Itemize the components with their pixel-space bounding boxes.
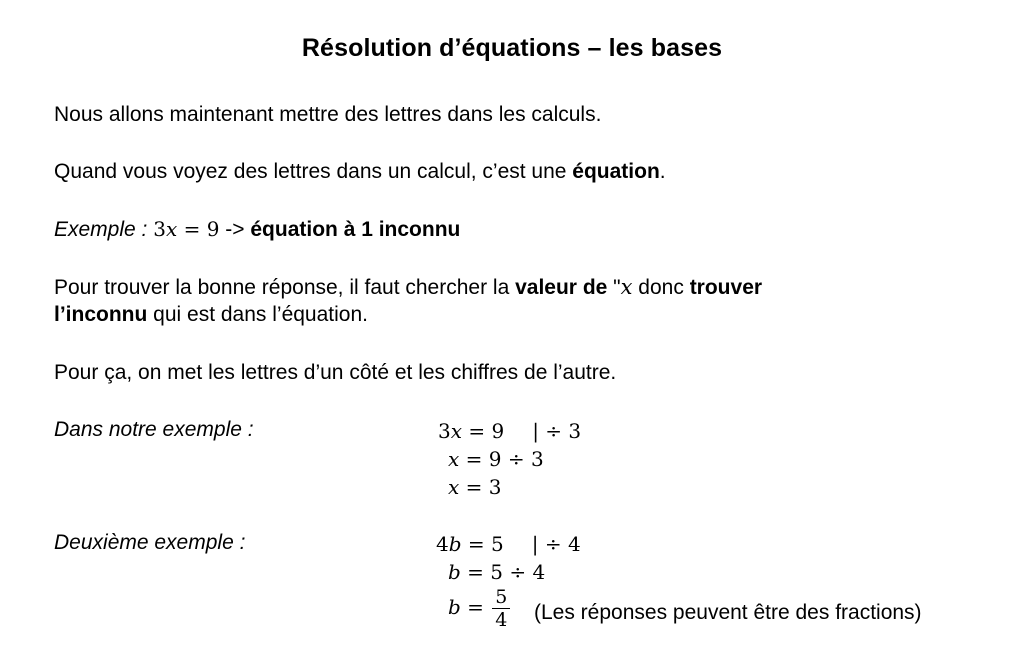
method-bold-unknown: l’inconnu	[54, 303, 148, 326]
method-text-a: Pour trouver la bonne réponse, il faut chercher la	[54, 276, 516, 299]
fraction-numerator: 5	[492, 586, 510, 609]
example2-fraction	[492, 586, 510, 631]
method-bold-find: trouver	[689, 276, 763, 299]
example-result: équation à 1 inconnu	[250, 218, 461, 241]
example-paragraph	[54, 215, 460, 244]
method-variable: 𝑥	[620, 275, 633, 299]
example2-line3	[448, 586, 512, 631]
definition-paragraph	[54, 158, 666, 186]
example1-operation: | ÷ 3	[532, 419, 582, 443]
example1-line1	[438, 418, 581, 444]
rule-paragraph: Pour ça, on met les lettres d’un côté et les chiffres de l’autre.	[54, 361, 617, 384]
example2-label: Deuxième exemple :	[54, 531, 246, 554]
intro-paragraph: Nous allons maintenant mettre des lettres dans les calculs.	[54, 103, 602, 126]
definition-text: Quand vous voyez des lettres dans un calcul, c’est une	[54, 160, 573, 183]
example-arrow: ->	[219, 218, 251, 241]
example2-equation: 4𝑏 = 5	[436, 532, 504, 556]
example-equation: 3𝑥 = 9	[153, 217, 220, 241]
example1-label: Dans notre exemple :	[54, 418, 254, 441]
example1-line2: 𝑥 = 9 ÷ 3	[448, 447, 544, 471]
example2-lhs: 𝑏 =	[448, 595, 484, 619]
method-bold-value: valeur de	[515, 276, 608, 299]
method-paragraph-line1	[54, 273, 762, 302]
page-title: Résolution d’équations – les bases	[301, 34, 723, 62]
method-text-b: donc	[632, 276, 690, 299]
example1-line3: 𝑥 = 3	[448, 475, 502, 499]
fraction-denominator: 4	[495, 609, 508, 631]
example2-line2: 𝑏 = 5 ÷ 4	[448, 560, 546, 584]
example1-equation: 3𝑥 = 9	[438, 419, 505, 443]
method-quote: "	[607, 276, 621, 299]
example2-operation: | ÷ 4	[531, 532, 581, 556]
definition-term: équation	[572, 160, 660, 183]
method-paragraph-line2	[54, 301, 368, 329]
definition-period: .	[659, 160, 666, 183]
example2-line1	[436, 531, 581, 557]
method-text-c: qui est dans l’équation.	[147, 303, 368, 326]
example-label: Exemple :	[54, 218, 154, 241]
fractions-note: (Les réponses peuvent être des fractions)	[534, 601, 922, 624]
